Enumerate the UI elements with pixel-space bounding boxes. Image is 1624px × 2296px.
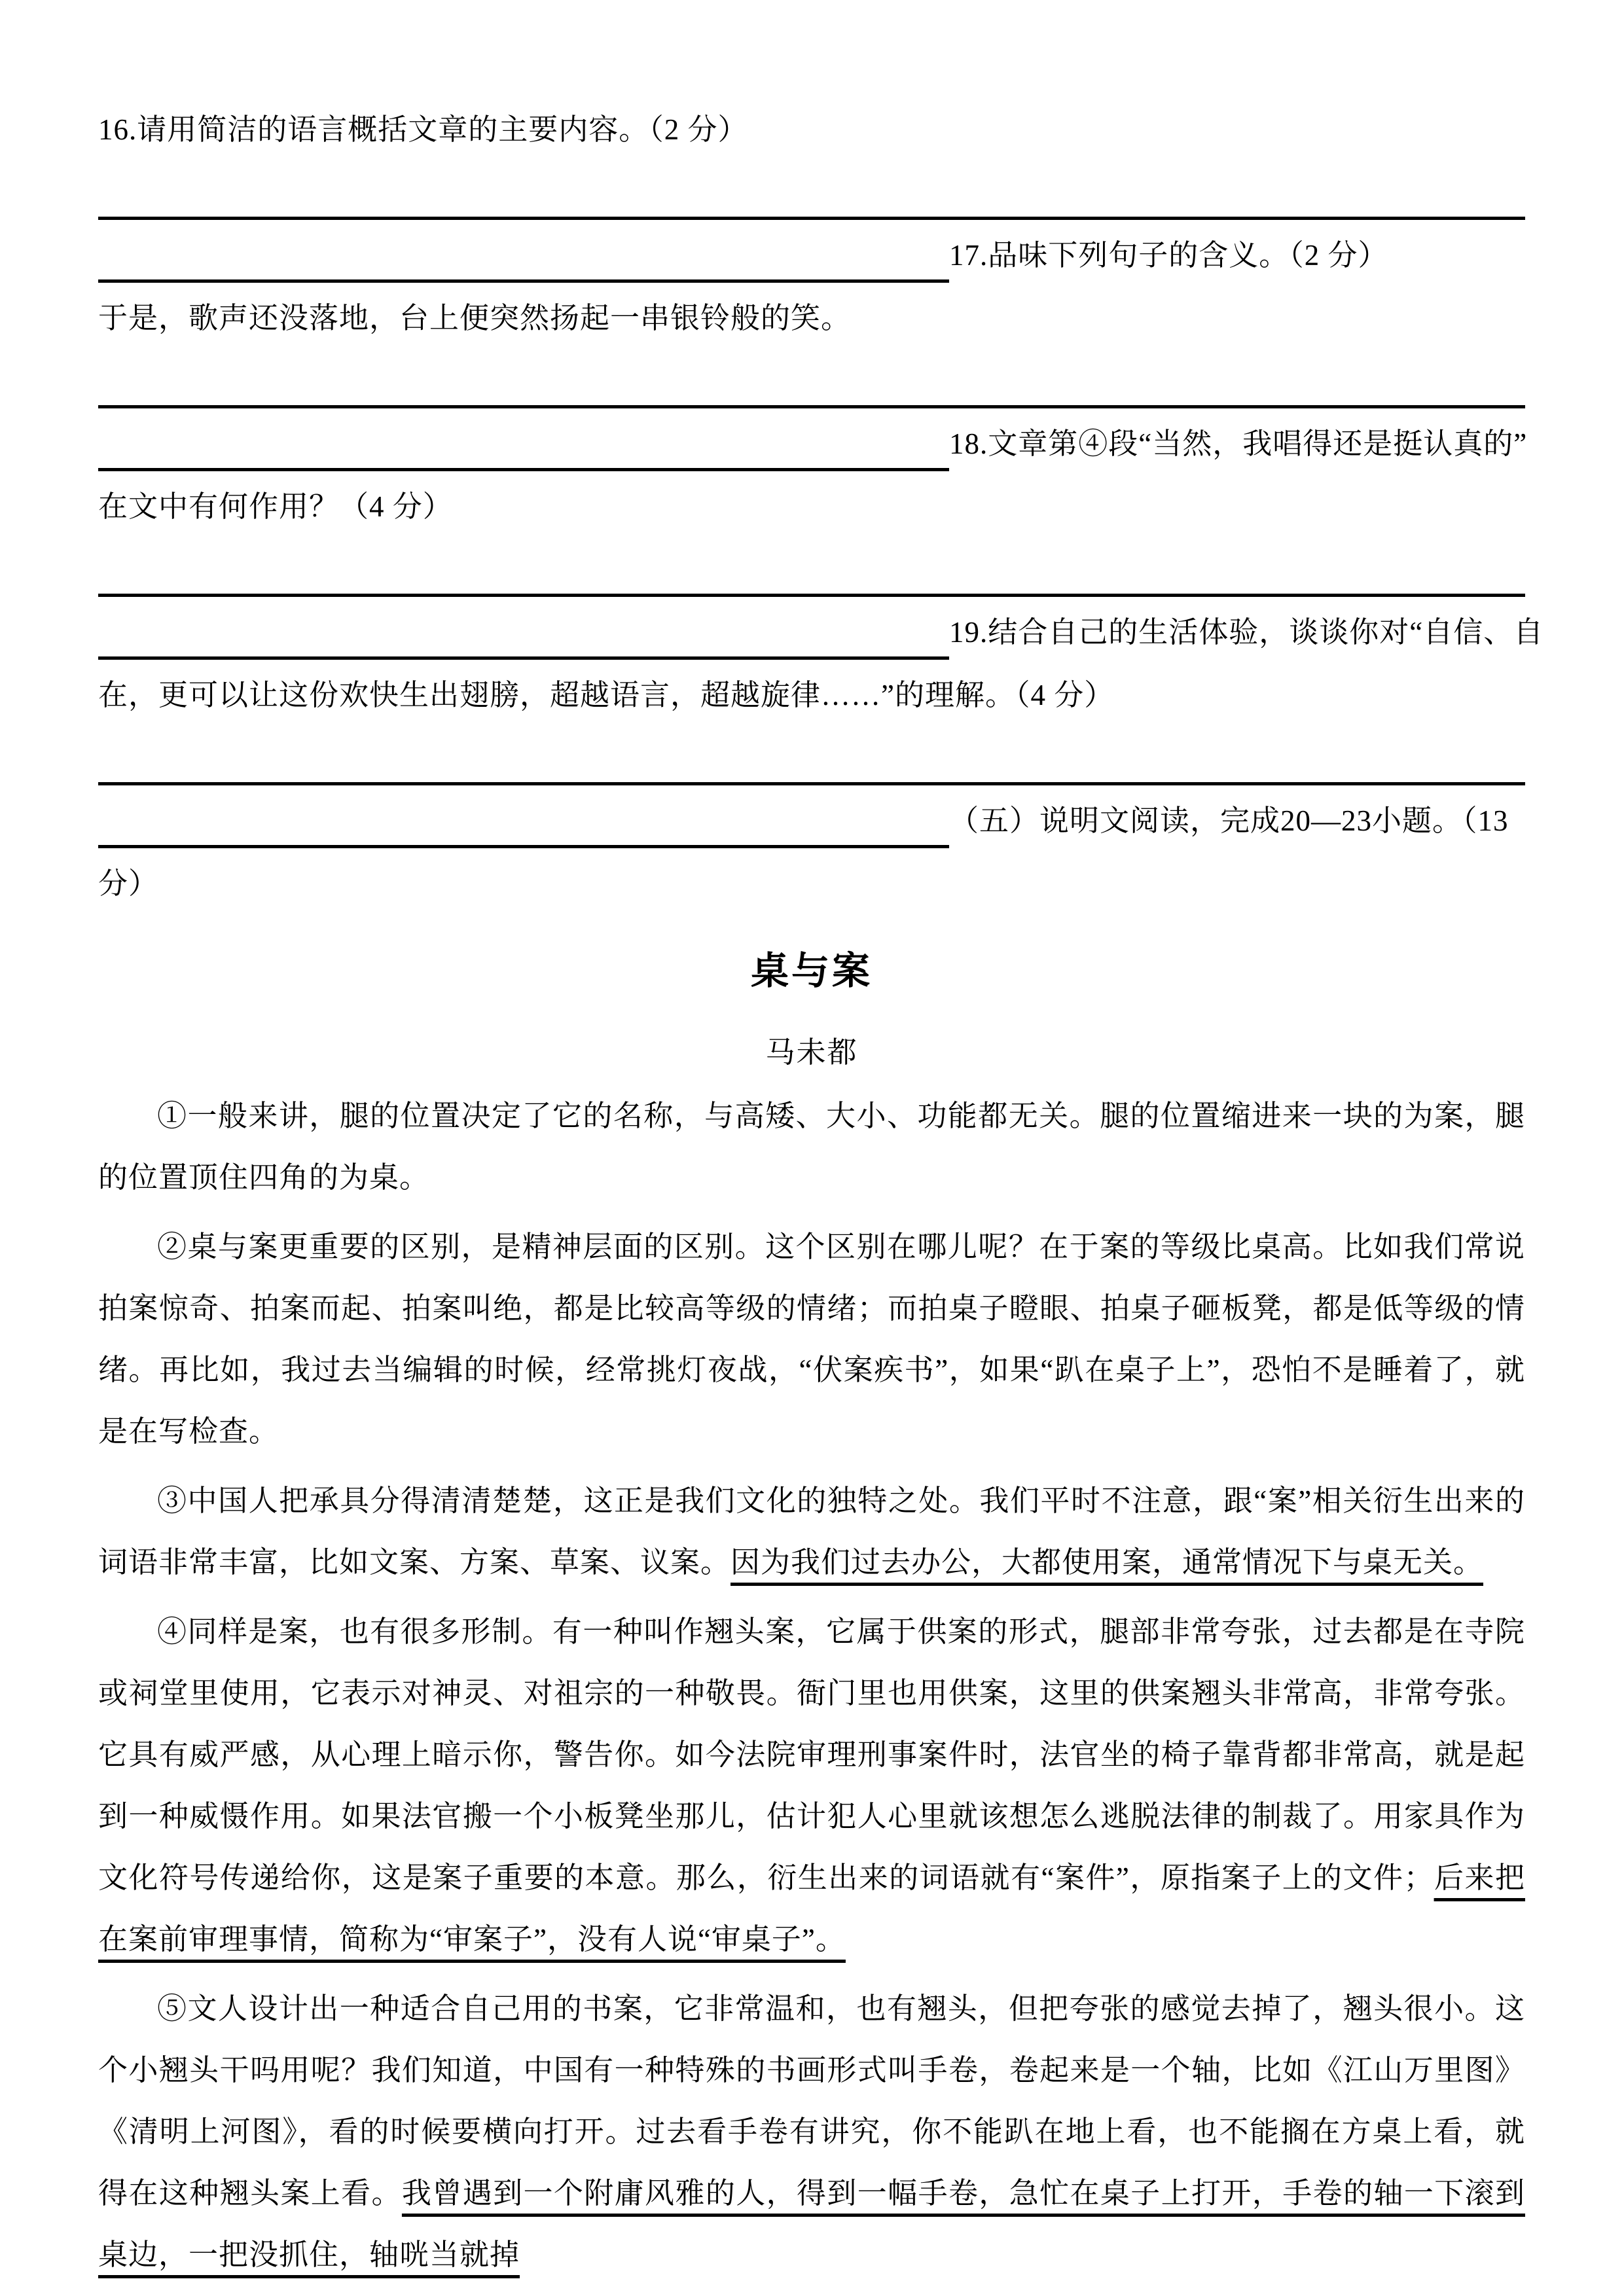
paragraph-2-text: ②桌与案更重要的区别，是精神层面的区别。这个区别在哪儿呢？在于案的等级比桌高。比如我们常说拍案惊奇、拍案而起、拍案叫绝，都是比较高等级的情绪；而拍桌子瞪眼、拍桌子砸板凳，都是低等级的情绪。再比如，我过去当编辑的时候，经常挑灯夜战，“伏案疾书”，如果“趴在桌子上”，恐怕不是睡着了，就是在写检查。 bbox=[98, 1230, 1525, 1448]
paragraph-2 bbox=[98, 1216, 1525, 1462]
answer-blank-line bbox=[98, 594, 1525, 597]
question-16-row bbox=[98, 105, 1525, 168]
paragraph-3-underlined-text: 因为我们过去办公，大都使用案，通常情况下与桌无关。 bbox=[731, 1546, 1484, 1579]
page-content bbox=[98, 105, 1544, 2293]
answer-blank-line bbox=[98, 405, 1525, 408]
answer-blank-row-1 bbox=[98, 168, 1525, 230]
passage-title: 桌与案 bbox=[750, 950, 873, 992]
answer-blank-line bbox=[98, 279, 949, 283]
question-19-row bbox=[98, 607, 1544, 670]
answer-blank-line bbox=[98, 782, 1525, 785]
paragraph-4-text: ④同样是案，也有很多形制。有一种叫作翘头案，它属于供案的形式，腿部非常夸张，过去都是在寺院或祠堂里使用，它表示对神灵、对祖宗的一种敬畏。衙门里也用供案，这里的供案翘头非常高，非常夸张。它具有威严感，从心理上暗示你，警告你。如今法院审理刑事案件时，法官坐的椅子靠背都非常高，就是起到一种威慑作用。如果法官搬一个小板凳坐那儿，估计犯人心里就该想怎么逃脱法律的制裁了。用家具作为文化符号传递给你，这是案子重要的本意。那么，衍生出来的词语就有“案件”，原指案子上的文件； bbox=[98, 1615, 1525, 1894]
paragraph-5 bbox=[98, 1978, 1525, 2286]
section-5-header-row-line2 bbox=[98, 859, 1525, 922]
answer-blank-row-2 bbox=[98, 356, 1525, 419]
paragraph-1-text: ①一般来讲，腿的位置决定了它的名称，与高矮、大小、功能都无关。腿的位置缩进来一块的为案，腿的位置顶住四角的为桌。 bbox=[98, 1100, 1525, 1194]
answer-blank-row-4 bbox=[98, 733, 1525, 796]
question-19-text-line1: 19.结合自己的生活体验，谈谈你对“自信、自 bbox=[949, 616, 1544, 649]
paragraph-5-text: ⑤文人设计出一种适合自己用的书案，它非常温和，也有翘头，但把夸张的感觉去掉了，翘头很小。这个小翘头干吗用呢？我们知道，中国有一种特殊的书画形式叫手卷，卷起来是一个轴，比如《江山万里图》《清明上河图》，看的时候要横向打开。过去看手卷有讲究，你不能趴在地上看，也不能搁在方桌上看，就得在这种翘头案上看。 bbox=[98, 1992, 1525, 2210]
answer-blank-line bbox=[98, 468, 949, 471]
question-18-text-line1: 18.文章第④段“当然，我唱得还是挺认真的” bbox=[949, 427, 1528, 460]
paragraph-3-text: ③中国人把承具分得清清楚楚，这正是我们文化的独特之处。我们平时不注意，跟“案”相关衍生出来的词语非常丰富，比如文案、方案、草案、议案。 bbox=[98, 1484, 1525, 1579]
question-17-quote-row bbox=[98, 293, 1525, 356]
question-17-quote: 于是，歌声还没落地，台上便突然扬起一串银铃般的笑。 bbox=[98, 302, 852, 334]
question-17-row bbox=[98, 230, 1525, 293]
section-5-header-line1: （五）说明文阅读，完成20—23小题。（13 bbox=[949, 804, 1509, 837]
question-18-text-line2: 在文中有何作用？（4 分） bbox=[98, 490, 453, 523]
answer-blank-line bbox=[98, 845, 949, 848]
question-17-text: 17.品味下列句子的含义。（2 分） bbox=[949, 239, 1388, 272]
passage-author-row bbox=[98, 1013, 1525, 1085]
paragraph-4-underlined-text: 后来把在案前审理事情，简称为“审案子”，没有人说“审桌子”。 bbox=[98, 1861, 1525, 1956]
section-5-header-line2: 分） bbox=[98, 867, 159, 900]
question-19-row-line2 bbox=[98, 670, 1525, 733]
passage-title-row bbox=[98, 922, 1525, 1013]
section-5-header-row bbox=[98, 796, 1525, 859]
paragraph-3 bbox=[98, 1470, 1525, 1593]
answer-blank-line bbox=[98, 217, 1525, 220]
answer-blank-row-3 bbox=[98, 545, 1525, 607]
question-19-text-line2: 在，更可以让这份欢快生出翅膀，超越语言，超越旋律……”的理解。（4 分） bbox=[98, 679, 1115, 711]
paragraph-4 bbox=[98, 1601, 1525, 1970]
passage-author: 马未都 bbox=[765, 1035, 858, 1069]
question-18-row-line2 bbox=[98, 482, 1525, 545]
question-18-row bbox=[98, 419, 1528, 482]
paragraph-5-underlined-text: 我曾遇到一个附庸风雅的人，得到一幅手卷，急忙在桌子上打开，手卷的轴一下滚到桌边，一把没抓住，轴咣当就掉 bbox=[98, 2177, 1525, 2271]
question-16-text: 16.请用简洁的语言概括文章的主要内容。（2 分） bbox=[98, 113, 748, 146]
answer-blank-line bbox=[98, 656, 949, 660]
paragraph-1 bbox=[98, 1085, 1525, 1208]
